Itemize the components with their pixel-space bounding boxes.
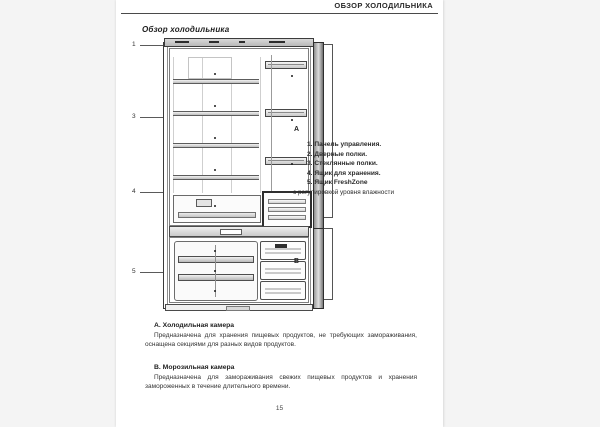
legend-list bbox=[293, 140, 435, 196]
freezer-drawer-slat bbox=[265, 268, 301, 270]
door-shelf-marker bbox=[291, 75, 293, 77]
freezer-drawers-group bbox=[260, 241, 304, 299]
page-title: Обзор холодильника bbox=[142, 25, 230, 34]
fridge-compartment bbox=[169, 48, 309, 226]
control-panel-segment bbox=[175, 41, 189, 43]
freshzone-drawer bbox=[262, 191, 312, 228]
freezer-marker bbox=[214, 250, 216, 252]
legend-item: 4. Ящик для хранения. bbox=[307, 169, 381, 177]
door-shelf-marker bbox=[291, 119, 293, 121]
plinth-vent bbox=[226, 306, 250, 311]
freezer-marker bbox=[214, 270, 216, 272]
storage-drawer bbox=[173, 195, 261, 223]
drawer-handle bbox=[196, 199, 212, 207]
legend-item: 1. Панель управления. bbox=[307, 141, 382, 148]
compartment-label-b: B bbox=[294, 258, 300, 265]
freezer-shelf bbox=[178, 274, 254, 281]
freezer-drawer-slat bbox=[265, 288, 301, 290]
shelf-marker bbox=[214, 137, 216, 139]
freezer-interior bbox=[174, 241, 258, 301]
storage-drawer-marker bbox=[214, 205, 216, 207]
glass-shelf bbox=[173, 79, 259, 84]
legend-note: с регулировкой уровня влажности bbox=[293, 188, 395, 196]
freezer-drawer bbox=[260, 281, 306, 300]
section-heading-b: B. Морозильная камера bbox=[154, 364, 235, 371]
freshzone-slat bbox=[268, 215, 306, 220]
section-freezer bbox=[145, 364, 417, 391]
freezer-drawer-slat bbox=[265, 252, 301, 254]
freezer-shelf bbox=[178, 256, 254, 263]
legend-item-freshzone-brand: FreshZone bbox=[333, 179, 368, 187]
legend-items bbox=[293, 140, 435, 188]
callout-number-4: 4 bbox=[132, 188, 136, 195]
freezer-drawer bbox=[260, 261, 306, 280]
control-panel-segment bbox=[239, 41, 245, 43]
control-panel-segment bbox=[209, 41, 219, 43]
freezer-compartment bbox=[169, 237, 309, 303]
section-heading-a: A. Холодильная камера bbox=[154, 322, 235, 329]
interior-top-panel bbox=[188, 57, 232, 79]
freezer-door-panel bbox=[313, 228, 324, 309]
glass-shelf bbox=[173, 175, 259, 180]
glass-shelf bbox=[173, 111, 259, 116]
manual-page bbox=[116, 0, 443, 427]
section-body-a bbox=[145, 331, 417, 349]
section-body-b bbox=[145, 373, 417, 391]
legend-item: 2. Дверные полки. bbox=[307, 150, 368, 158]
callout-number-5: 5 bbox=[132, 268, 136, 275]
compartment-label-a: A bbox=[294, 126, 300, 133]
freezer-drawer-slat bbox=[265, 272, 301, 274]
shelf-marker bbox=[214, 169, 216, 171]
legend-item-freshzone-prefix: 5. Ящик bbox=[307, 179, 334, 187]
compartment-brace-b bbox=[324, 228, 333, 300]
freezer-drawer bbox=[260, 241, 306, 260]
refrigerator-diagram bbox=[116, 32, 443, 317]
page-number: 15 bbox=[275, 405, 284, 412]
drawer-front-slat bbox=[178, 212, 256, 218]
freezer-drawer-slat bbox=[265, 292, 301, 294]
section-body-b-text: Предназначена для замораживания свежих пищевых продуктов и хранения замороженных в течение длительного времени. bbox=[145, 374, 417, 391]
callout-number-1: 1 bbox=[132, 41, 136, 48]
freezer-marker bbox=[214, 290, 216, 292]
legend-item-freshzone bbox=[293, 178, 435, 188]
section-fridge bbox=[145, 322, 417, 349]
glass-shelf bbox=[173, 143, 259, 148]
compartment-separator bbox=[169, 226, 309, 237]
freshzone-slat bbox=[268, 199, 306, 204]
shelf-marker bbox=[214, 105, 216, 107]
legend-item: 3. Стеклянные полки. bbox=[307, 160, 378, 168]
header-divider bbox=[121, 13, 438, 14]
control-panel bbox=[164, 38, 314, 47]
section-body-a-text: Предназначена для хранения пищевых продуктов, не требующих замораживания, оснащена секциями для разных видов продуктов. bbox=[145, 332, 417, 349]
control-panel-segment bbox=[269, 41, 285, 43]
separator-handle bbox=[220, 229, 242, 235]
running-header-title: ОБЗОР ХОЛОДИЛЬНИКА bbox=[334, 1, 433, 10]
cabinet-plinth bbox=[165, 304, 313, 311]
freshzone-slat bbox=[268, 207, 306, 212]
callout-number-3: 3 bbox=[132, 113, 136, 120]
freezer-drawer-slat bbox=[265, 248, 301, 250]
refrigerator-illustration bbox=[163, 42, 313, 307]
